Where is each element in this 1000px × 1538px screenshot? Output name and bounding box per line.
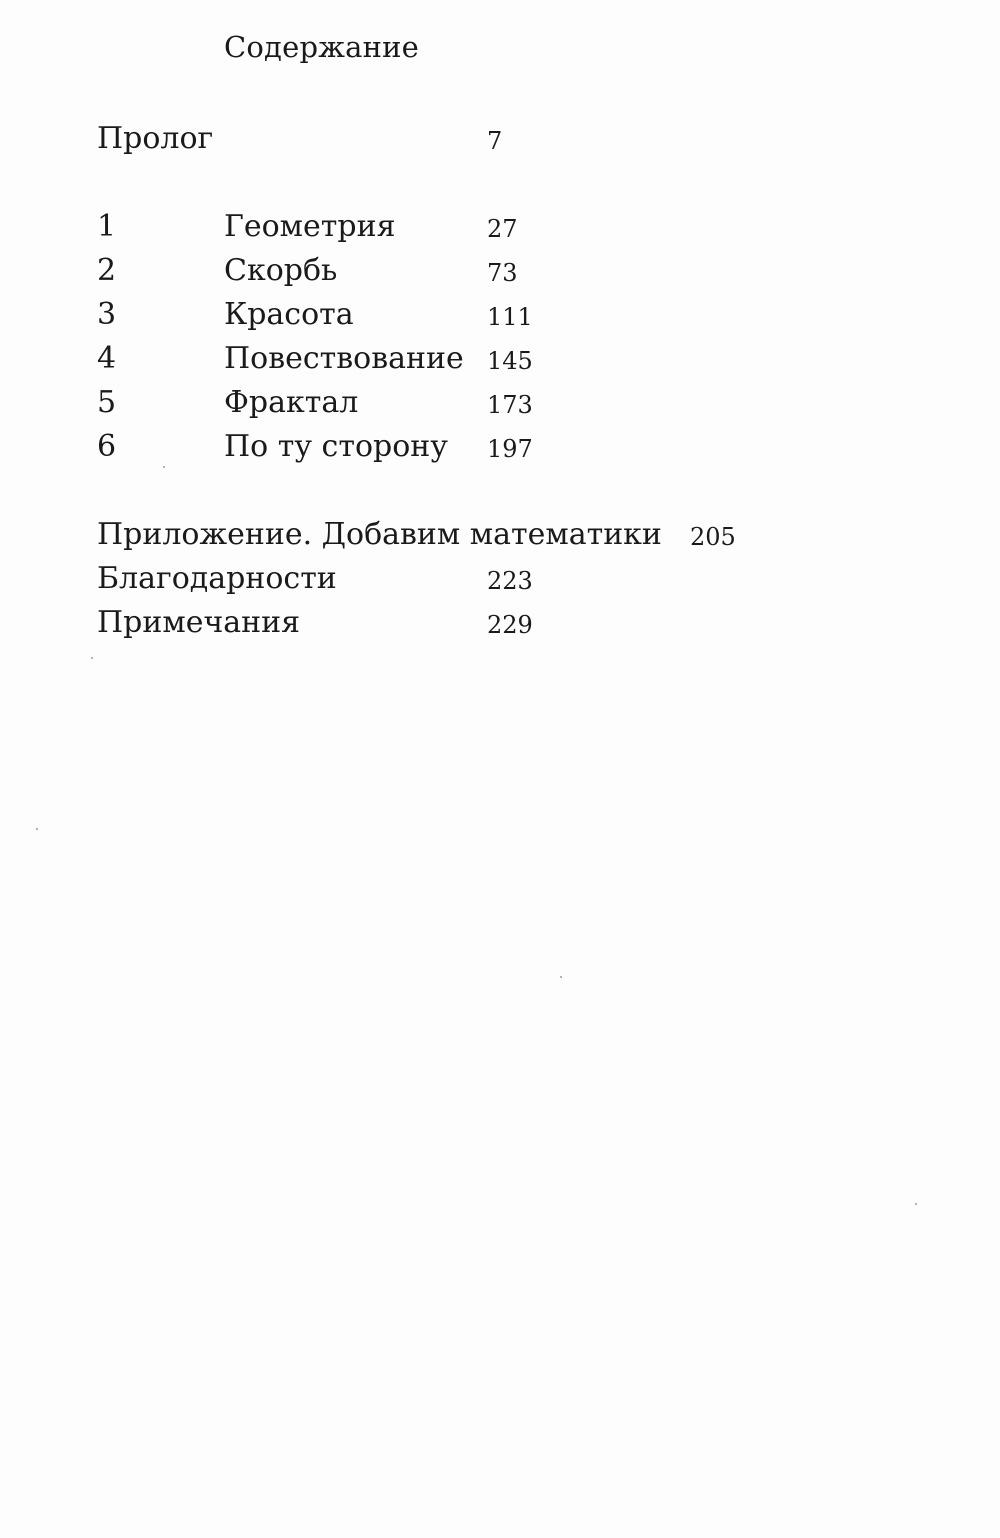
- chapter-page: 111: [487, 303, 533, 331]
- toc-heading: Содержание: [224, 30, 420, 64]
- chapter-title: Повествование: [224, 341, 464, 376]
- chapter-page: 173: [487, 391, 533, 419]
- chapter-page: 197: [487, 435, 533, 463]
- scan-speck: [36, 828, 38, 830]
- scan-speck: [163, 466, 165, 468]
- toc-notes-title: Примечания: [97, 605, 301, 640]
- toc-acknowledgments-title: Благодарности: [97, 561, 337, 596]
- toc-acknowledgments-page: 223: [487, 567, 533, 595]
- chapter-title: Фрактал: [224, 385, 359, 420]
- chapter-number: 5: [97, 385, 117, 420]
- chapter-title: Красота: [224, 297, 354, 332]
- scan-speck: [915, 1203, 917, 1205]
- chapter-number: 3: [97, 297, 117, 332]
- chapter-title: Геометрия: [224, 209, 396, 244]
- scan-speck: [91, 657, 93, 659]
- toc-prologue-page: 7: [487, 127, 503, 155]
- scan-speck: [560, 976, 562, 978]
- toc-notes-page: 229: [487, 611, 533, 639]
- chapter-page: 145: [487, 347, 533, 375]
- chapter-title: Скорбь: [224, 253, 338, 288]
- chapter-number: 1: [97, 209, 117, 244]
- chapter-page: 73: [487, 259, 518, 287]
- toc-appendix-title: Приложение. Добавим математики: [97, 517, 662, 552]
- chapter-number: 6: [97, 429, 117, 464]
- chapter-title: По ту сторону: [224, 429, 448, 464]
- toc-appendix-page: 205: [690, 523, 736, 551]
- chapter-number: 4: [97, 341, 117, 376]
- chapter-page: 27: [487, 215, 518, 243]
- chapter-number: 2: [97, 253, 117, 288]
- toc-prologue-title: Пролог: [97, 121, 214, 156]
